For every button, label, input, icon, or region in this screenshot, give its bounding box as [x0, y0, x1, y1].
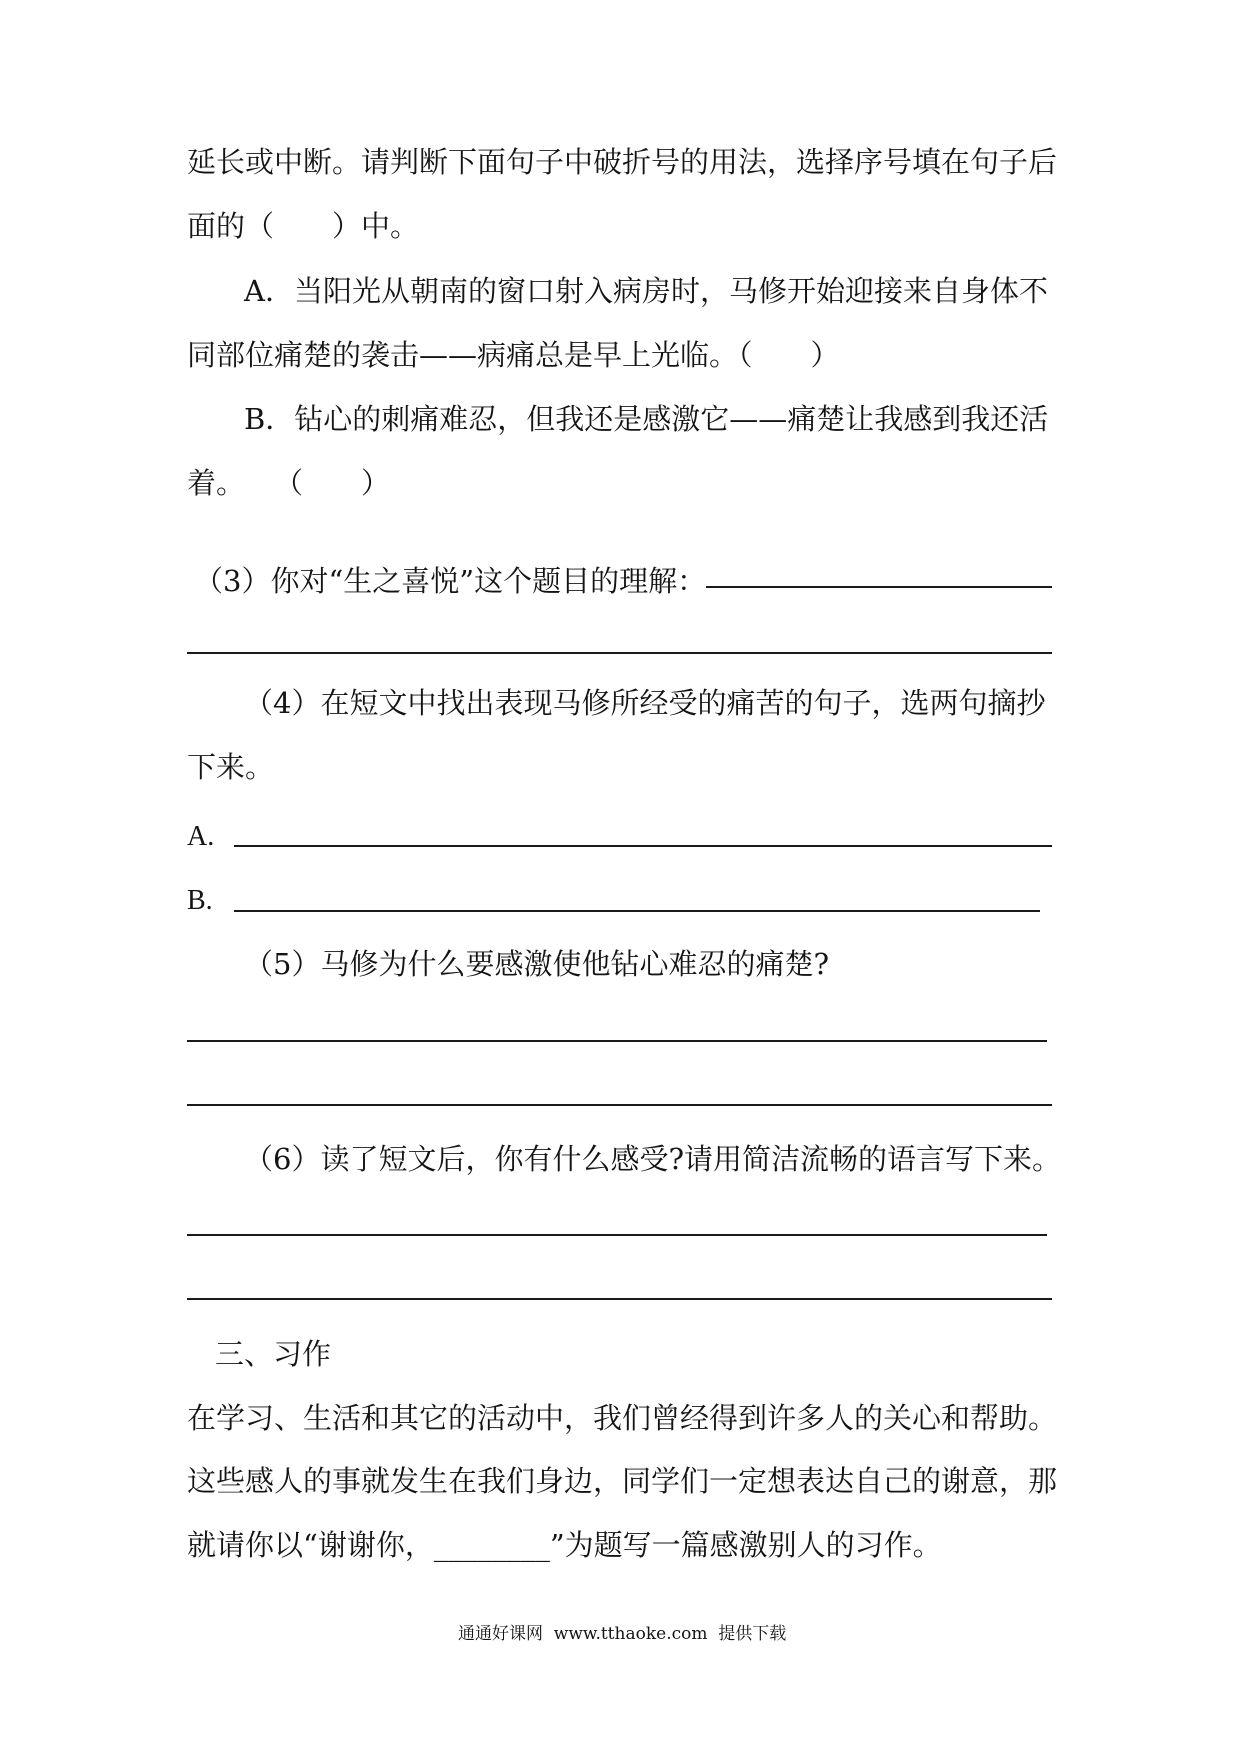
question-5-prompt: （5）马修为什么要感激使他钻心难忍的痛楚? [244, 947, 829, 981]
intro-line-1: 延长或中断。请判断下面句子中破折号的用法，选择序号填在句子后 [187, 145, 1058, 179]
option-b-line-1: B．钻心的刺痛难忍，但我还是感激它——痛楚让我感到我还活 [244, 402, 1049, 436]
section-3-line-1: 在学习、生活和其它的活动中，我们曾经得到许多人的关心和帮助。 [187, 1401, 1058, 1435]
question-6-prompt: （6）读了短文后，你有什么感受?请用简洁流畅的语言写下来。 [244, 1142, 1061, 1176]
answer-label-b: B. [187, 885, 213, 916]
question-3-prompt: （3）你对“生之喜悦”这个题目的理解： [194, 564, 707, 598]
question-4-line-1: （4）在短文中找出表现马修所经受的痛苦的句子，选两句摘抄 [244, 686, 1046, 720]
question-5-answer-line-2[interactable] [187, 1104, 1052, 1106]
question-6-answer-line-2[interactable] [187, 1298, 1052, 1300]
question-3-answer-line-1[interactable] [706, 586, 1052, 588]
question-4-line-2: 下来。 [187, 750, 275, 784]
section-3-line-2: 这些感人的事就发生在我们身边，同学们一定想表达自己的谢意，那 [187, 1464, 1058, 1498]
page-footer: 通通好课网 www.tthaoke.com 提供下载 [458, 1624, 787, 1644]
intro-line-2: 面的（ ）中。 [187, 209, 420, 243]
section-3-line-3: 就请你以“谢谢你，________”为题写一篇感激别人的习作。 [187, 1528, 942, 1562]
question-5-answer-line-1[interactable] [187, 1040, 1047, 1042]
question-4-answer-line-a[interactable] [234, 845, 1052, 847]
question-3-answer-line-2[interactable] [187, 652, 1052, 654]
section-3-heading: 三、习作 [215, 1337, 332, 1371]
question-6-answer-line-1[interactable] [187, 1234, 1047, 1236]
answer-label-a: A. [187, 821, 215, 852]
option-b-line-2: 着。 （ ） [187, 466, 391, 500]
question-4-answer-line-b[interactable] [234, 910, 1040, 912]
option-a-line-1: A．当阳光从朝南的窗口射入病房时，马修开始迎接来自身体不 [244, 274, 1048, 308]
option-a-line-2: 同部位痛楚的袭击——病痛总是早上光临。（ ） [187, 338, 840, 372]
